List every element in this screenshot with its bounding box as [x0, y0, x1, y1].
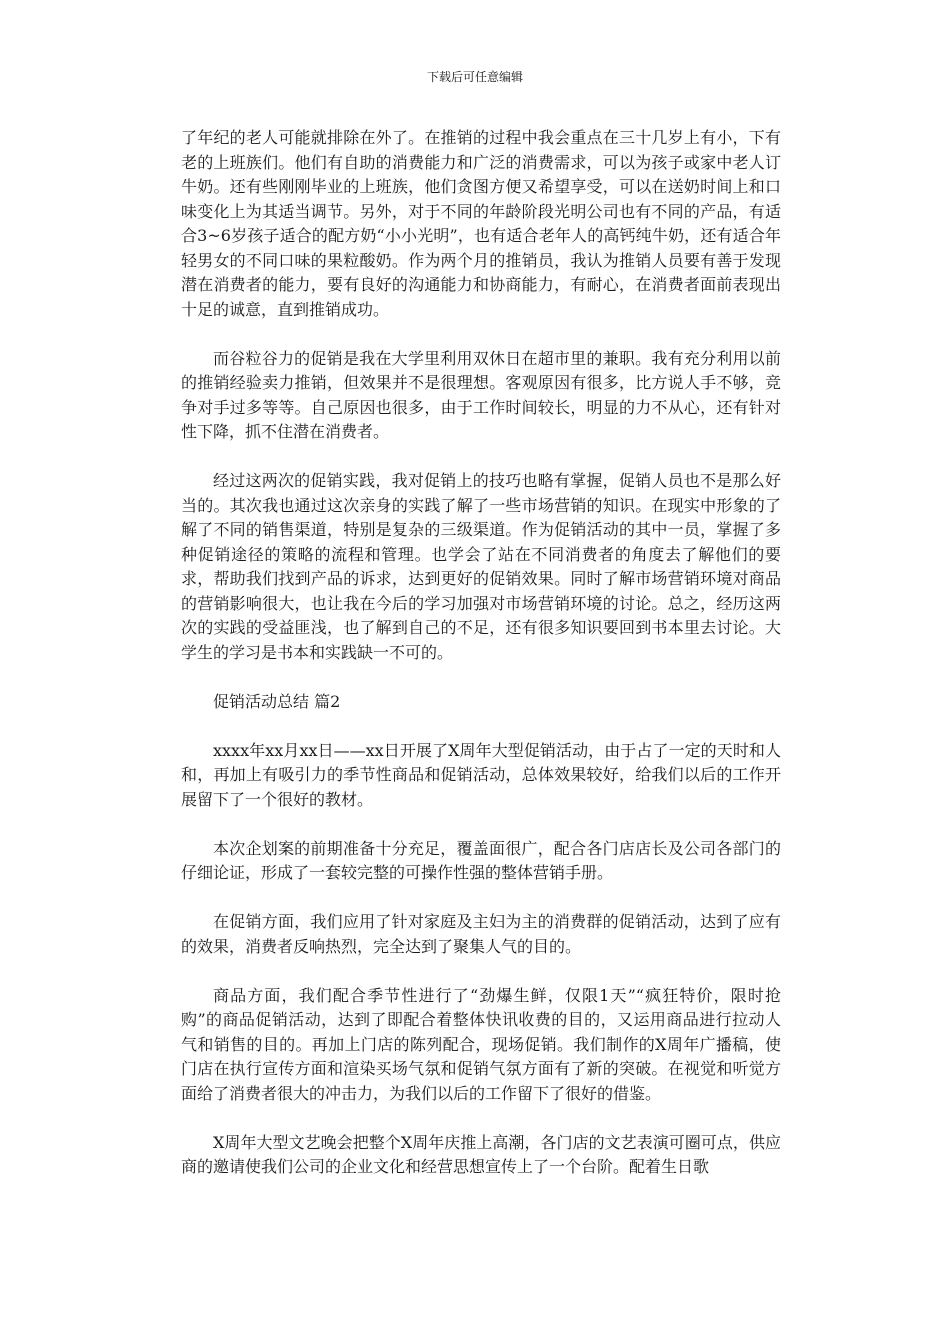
section-heading: 促销活动总结 篇2	[213, 691, 341, 711]
paragraph-6: 在促销方面，我们应用了针对家庭及主妇为主的消费群的促销活动，达到了应有的效果，消费者反响热烈，完全达到了聚集人气的目的。	[181, 912, 781, 956]
document-body	[181, 126, 781, 1204]
paragraph-3: 经过这两次的促销实践，我对促销上的技巧也略有掌握，促销人员也不是那么好当的。其次我也通过这次亲身的实践了解了一些市场营销的知识。在现实中形象的了解了不同的销售渠道，特别是复杂的三级渠道。作为促销活动的其中一员，掌握了多种促销途径的策略的流程和管理。也学会了站在不同消费者的角度去了解他们的要求，帮助我们找到产品的诉求，达到更好的促销效果。同时了解市场营销环境对商品的营销影响很大，也让我在今后的学习加强对市场营销环境的讨论。总之，经历这两次的实践的受益匪浅，也了解到自己的不足，还有很多知识要回到书本里去讨论。大学生的学习是书本和实践缺一不可的。	[181, 471, 781, 662]
paragraph-5: 本次企划案的前期准备十分充足，覆盖面很广，配合各门店店长及公司各部门的仔细论证，形成了一套较完整的可操作性强的整体营销手册。	[181, 838, 781, 882]
page-header: 下载后可任意编辑	[426, 70, 523, 84]
paragraph-4: xxxx年xx月xx日——xx日开展了X周年大型促销活动，由于占了一定的天时和人和，再加上有吸引力的季节性商品和促销活动，总体效果较好，给我们以后的工作开展留下了一个很好的教材。	[181, 740, 781, 809]
paragraph-7: 商品方面，我们配合季节性进行了“劲爆生鲜，仅限1天”“疯狂特价，限时抢购”的商品促销活动，达到了即配合着整体快讯收费的目的，又运用商品进行拉动人气和销售的目的。再加上门店的陈列配合，现场促销。我们制作的X周年广播稿，使门店在执行宣传方面和渲染买场气氛和促销气氛方面有了新的突破。在视觉和听觉方面给了消费者很大的冲击力，为我们以后的工作留下了很好的借鉴。	[181, 985, 781, 1103]
paragraph-8: X周年大型文艺晚会把整个X周年庆推上高潮，各门店的文艺表演可圈可点，供应商的邀请使我们公司的企业文化和经营思想宣传上了一个台阶。配着生日歌	[181, 1132, 781, 1176]
paragraph-2: 而谷粒谷力的促销是我在大学里利用双休日在超市里的兼职。我有充分利用以前的推销经验卖力推销，但效果并不是很理想。客观原因有很多，比方说人手不够，竞争对手过多等等。自己原因也很多，由于工作时间较长，明显的力不从心，还有针对性下降，抓不住潜在消费者。	[181, 348, 781, 441]
paragraph-1: 了年纪的老人可能就排除在外了。在推销的过程中我会重点在三十几岁上有小，下有老的上班族们。他们有自助的消费能力和广泛的消费需求，可以为孩子或家中老人订牛奶。还有些刚刚毕业的上班族，他们贪图方便又希望享受，可以在送奶时间上和口味变化上为其适当调节。另外，对于不同的年龄阶段光明公司也有不同的产品，有适合3~6岁孩子适合的配方奶“小小光明”，也有适合老年人的高钙纯牛奶，还有适合年轻男女的不同口味的果粒酸奶。作为两个月的推销员，我认为推销人员要有善于发现潜在消费者的能力，要有良好的沟通能力和协商能力，有耐心，在消费者面前表现出十足的诚意，直到推销成功。	[181, 128, 781, 319]
